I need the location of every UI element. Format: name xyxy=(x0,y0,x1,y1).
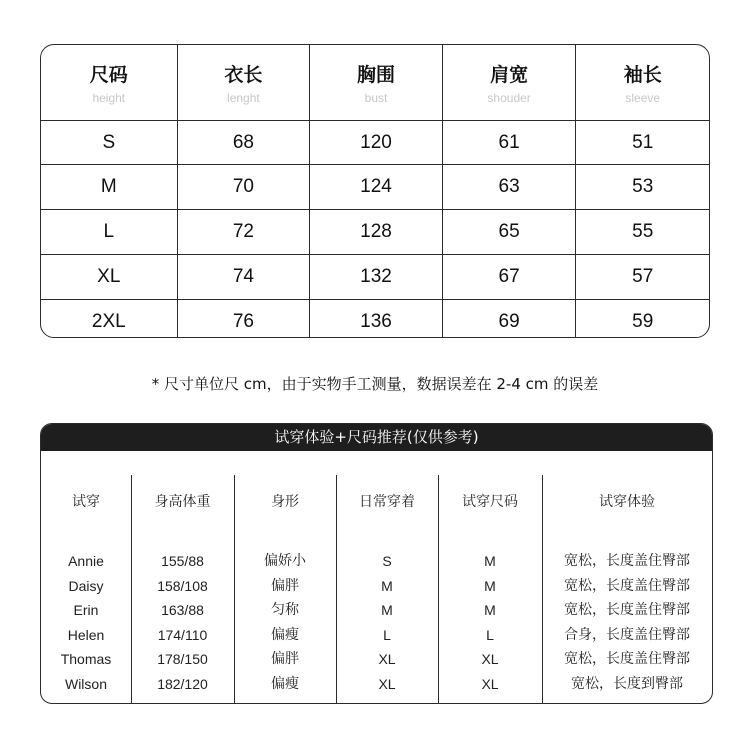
cell-shoulder xyxy=(443,165,577,209)
trial-cell: M xyxy=(484,602,496,618)
trial-cell: 178/150 xyxy=(157,651,208,667)
trial-cell: M xyxy=(381,602,393,618)
header-label: 袖长 xyxy=(623,64,662,86)
header-label: 肩宽 xyxy=(490,64,529,86)
cell-value: 124 xyxy=(360,176,392,197)
trial-cell: L xyxy=(383,627,391,643)
cell-value: 120 xyxy=(360,131,392,153)
header-sleeve xyxy=(576,45,709,120)
cell-sleeve xyxy=(576,210,709,254)
trial-cell: Daisy xyxy=(68,578,104,594)
trial-cell: L xyxy=(486,627,494,643)
trial-col-tester xyxy=(41,451,131,704)
cell-bust xyxy=(310,255,443,299)
trial-col-height-weight xyxy=(131,451,234,704)
trial-header: 日常穿着 xyxy=(359,494,415,510)
trial-cell: Annie xyxy=(68,553,104,569)
trial-cell: 匀称 xyxy=(271,602,299,618)
header-length xyxy=(178,45,311,120)
cell-shoulder xyxy=(443,121,577,164)
trial-cell: S xyxy=(382,553,392,569)
trial-cell: 宽松，长度盖住臀部 xyxy=(564,578,690,594)
trial-cell: 偏胖 xyxy=(271,578,299,594)
trial-cell: Helen xyxy=(67,627,105,643)
cell-length xyxy=(178,210,311,254)
cell-size xyxy=(41,300,178,338)
trial-title: 试穿体验+尺码推荐(仅供参考) xyxy=(41,424,712,451)
trial-cell: XL xyxy=(481,651,499,667)
cell-value: 67 xyxy=(498,266,520,287)
cell-value: 55 xyxy=(632,221,654,242)
cell-bust xyxy=(310,300,443,338)
trial-cell: 偏瘦 xyxy=(271,676,299,692)
cell-sleeve xyxy=(576,300,709,338)
trial-cell: 163/88 xyxy=(161,602,204,618)
header-bust xyxy=(310,45,443,120)
header-sublabel: sleeve xyxy=(625,91,661,105)
trial-cell: 宽松，长度盖住臀部 xyxy=(564,602,690,618)
cell-size xyxy=(41,210,178,254)
trial-cell: 合身，长度盖住臀部 xyxy=(564,627,690,643)
trial-cell: 158/108 xyxy=(157,578,208,594)
cell-value: 74 xyxy=(232,266,254,287)
cell-size xyxy=(41,255,178,299)
size-table xyxy=(40,44,710,338)
trial-cell: Thomas xyxy=(60,651,112,667)
cell-length xyxy=(178,165,311,209)
trial-col-daily-wear xyxy=(336,451,438,704)
cell-value: M xyxy=(100,176,117,197)
measurement-note: * 尺寸单位尺 cm，由于实物手工测量，数据误差在 2-4 cm 的误差 xyxy=(151,375,599,393)
size-row xyxy=(41,255,709,300)
cell-length xyxy=(178,121,311,164)
cell-value: 128 xyxy=(360,221,392,242)
size-row xyxy=(41,121,709,165)
cell-value: 53 xyxy=(632,176,654,197)
trial-cell: 174/110 xyxy=(157,627,208,643)
cell-size xyxy=(41,121,178,164)
cell-value: 132 xyxy=(360,266,392,287)
size-table-header-row xyxy=(41,45,709,121)
trial-header: 身高体重 xyxy=(154,494,211,510)
header-label: 尺码 xyxy=(89,64,128,86)
cell-value: 76 xyxy=(232,311,254,332)
cell-shoulder xyxy=(443,255,577,299)
trial-cell: M xyxy=(484,578,496,594)
trial-cell: Erin xyxy=(73,602,99,618)
header-label: 衣长 xyxy=(224,64,263,86)
header-size xyxy=(41,45,178,120)
cell-length xyxy=(178,255,311,299)
trial-header: 身形 xyxy=(271,494,299,510)
cell-size xyxy=(41,165,178,209)
cell-value: 57 xyxy=(632,266,654,287)
cell-shoulder xyxy=(443,300,577,338)
trial-panel xyxy=(40,423,713,704)
size-row xyxy=(41,165,709,210)
cell-sleeve xyxy=(576,255,709,299)
cell-value: 65 xyxy=(498,221,520,242)
cell-value: 69 xyxy=(498,311,520,332)
trial-cell: M xyxy=(484,553,496,569)
trial-col-trial-size xyxy=(438,451,542,704)
header-label: 胸围 xyxy=(357,64,396,86)
trial-cell: XL xyxy=(378,651,396,667)
trial-header: 试穿尺码 xyxy=(462,494,518,510)
trial-cell: 宽松，长度盖住臀部 xyxy=(564,651,690,667)
trial-cell: XL xyxy=(378,676,396,692)
cell-sleeve xyxy=(576,165,709,209)
trial-cell: 宽松，长度盖住臀部 xyxy=(564,553,690,569)
cell-bust xyxy=(310,165,443,209)
trial-cell: M xyxy=(381,578,393,594)
header-sublabel: bust xyxy=(364,91,388,105)
cell-value: 70 xyxy=(232,176,254,197)
trial-cell: 182/120 xyxy=(157,676,208,692)
cell-value: 2XL xyxy=(91,311,126,332)
cell-value: 61 xyxy=(498,131,520,153)
trial-header: 试穿 xyxy=(72,494,100,510)
trial-cell: 偏娇小 xyxy=(264,553,306,569)
trial-cell: Wilson xyxy=(64,676,107,692)
trial-cell: 偏胖 xyxy=(271,651,299,667)
cell-length xyxy=(178,300,311,338)
header-shoulder xyxy=(443,45,577,120)
size-row xyxy=(41,300,709,338)
trial-cell: 宽松，长度到臀部 xyxy=(571,676,683,692)
cell-value: XL xyxy=(97,266,121,287)
cell-value: 59 xyxy=(632,311,654,332)
trial-cell: XL xyxy=(481,676,499,692)
header-sublabel: shouder xyxy=(487,91,531,105)
cell-bust xyxy=(310,210,443,254)
cell-value: 68 xyxy=(232,131,254,153)
cell-value: L xyxy=(103,221,115,242)
cell-value: 63 xyxy=(498,176,520,197)
trial-cell: 偏瘦 xyxy=(271,627,299,643)
cell-shoulder xyxy=(443,210,577,254)
header-sublabel: lenght xyxy=(227,91,260,105)
cell-value: 136 xyxy=(360,311,392,332)
trial-header: 试穿体验 xyxy=(599,494,655,510)
cell-sleeve xyxy=(576,121,709,164)
cell-value: S xyxy=(102,131,116,153)
trial-table xyxy=(41,451,712,704)
header-sublabel: height xyxy=(92,91,126,105)
cell-value: 72 xyxy=(232,221,254,242)
trial-col-body-shape xyxy=(234,451,336,704)
cell-value: 51 xyxy=(632,131,654,153)
size-row xyxy=(41,210,709,255)
cell-bust xyxy=(310,121,443,164)
trial-col-experience xyxy=(542,451,712,704)
trial-cell: 155/88 xyxy=(161,553,204,569)
